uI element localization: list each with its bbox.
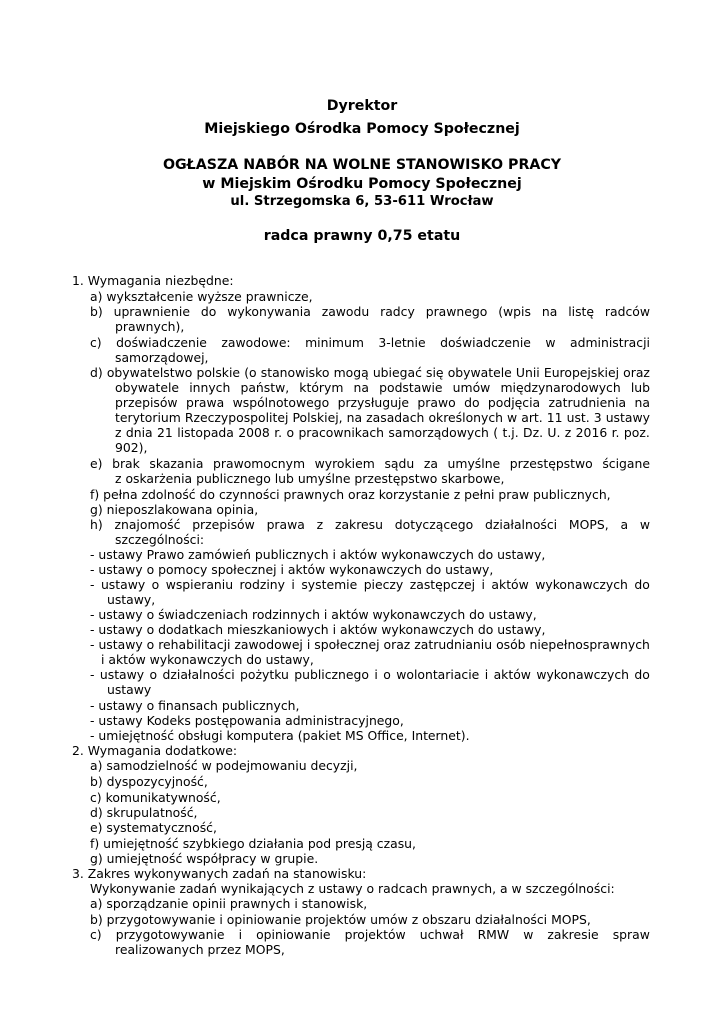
list-item: c) komunikatywność, (90, 790, 221, 805)
section-heading: 3. Zakres wykonywanych zadań na stanowisku: (72, 866, 367, 881)
header-location: w Miejskim Ośrodku Pomocy Społecznej (202, 176, 522, 192)
header-announcement: OGŁASZA NABÓR NA WOLNE STANOWISKO PRACY (162, 157, 562, 173)
list-item: e) systematyczność, (90, 820, 217, 835)
list-item: f) umiejętność szybkiego działania pod presją czasu, (90, 836, 416, 851)
list-item: d) obywatelstwo polskie (o stanowisko mogą ubiegać się obywatele Unii Europejskiej oraz (90, 365, 650, 380)
sub-list-item: - ustawy o świadczeniach rodzinnych i aktów wykonawczych do ustawy, (90, 607, 537, 622)
list-item: b) przygotowywanie i opiniowanie projektów umów z obszaru działalności MOPS, (90, 912, 591, 927)
list-item: e) brak skazania prawomocnym wyrokiem sądu za umyślne przestępstwo ścigane (90, 456, 650, 471)
sub-list-item: - ustawy o pomocy społecznej i aktów wykonawczych do ustawy, (90, 562, 494, 577)
list-item: c) przygotowywanie i opiniowanie projektów uchwał RMW w zakresie spraw (90, 927, 650, 942)
paragraph: Wykonywanie zadań wynikających z ustawy o radcach prawnych, a w szczególności: (90, 881, 615, 896)
sub-list-item-continuation: ustawy (107, 682, 152, 697)
list-item: a) wykształcenie wyższe prawnicze, (90, 289, 313, 304)
sub-list-item: - ustawy o dodatkach mieszkaniowych i aktów wykonawczych do ustawy, (90, 622, 546, 637)
sub-list-item-continuation: i aktów wykonawczych do ustawy, (101, 652, 314, 667)
section-heading: 2. Wymagania dodatkowe: (72, 743, 238, 758)
header-address: ul. Strzegomska 6, 53-611 Wrocław (230, 194, 494, 209)
sub-list-item-continuation: ustawy, (107, 592, 156, 607)
list-item: f) pełna zdolność do czynności prawnych oraz korzystanie z pełni praw publicznych, (90, 487, 611, 502)
list-item: a) sporządzanie opinii prawnych i stanowisk, (90, 896, 368, 911)
list-item: a) samodzielność w podejmowaniu decyzji, (90, 758, 358, 773)
list-item: b) dyspozycyjność, (90, 774, 208, 789)
list-item: h) znajomość przepisów prawa z zakresu dotyczącego działalności MOPS, a w (90, 517, 650, 532)
sub-list-item: - ustawy o rehabilitacji zawodowej i społecznej oraz zatrudnianiu osób niepełnosprawnych (90, 637, 650, 652)
sub-list-item: - ustawy o finansach publicznych, (90, 698, 300, 713)
list-item: d) skrupulatność, (90, 805, 198, 820)
sub-list-item: - ustawy o wspieraniu rodziny i systemie pieczy zastępczej i aktów wykonawczych do (90, 577, 650, 592)
list-item: b) uprawnienie do wykonywania zawodu radcy prawnego (wpis na listę radców (90, 304, 650, 319)
sub-list-item: - ustawy Prawo zamówień publicznych i aktów wykonawczych do ustawy, (90, 547, 546, 562)
sub-list-item: - ustawy o działalności pożytku publicznego i o wolontariacie i aktów wykonawczych do (90, 667, 650, 682)
sub-list-item: - ustawy Kodeks postępowania administracyjnego, (90, 713, 404, 728)
sub-list-item: - umiejętność obsługi komputera (pakiet MS Office, Internet). (90, 728, 470, 743)
list-item-continuation: terytorium Rzeczypospolitej Polskiej, na zasadach określonych w art. 11 ust. 3 ustawy (115, 410, 650, 425)
header-title-director: Dyrektor (326, 98, 398, 114)
list-item-continuation: obywatele innych państw, którym na podstawie umów międzynarodowych lub (115, 380, 650, 395)
section-heading: 1. Wymagania niezbędne: (72, 273, 234, 288)
list-item-continuation: przepisów prawa wspólnotowego przysługuje prawo do podjęcia zatrudnienia na (115, 395, 650, 410)
list-item-continuation: realizowanych przez MOPS, (115, 942, 285, 957)
list-item-continuation: szczególności: (115, 532, 205, 547)
list-item-continuation: prawnych), (115, 319, 185, 334)
list-item-continuation: samorządowej, (115, 350, 209, 365)
list-item-continuation: z oskarżenia publicznego lub umyślne przestępstwo skarbowe, (115, 471, 505, 486)
list-item-continuation: z dnia 21 listopada 2008 r. o pracownikach samorządowych ( t.j. Dz. U. z 2016 r. poz. (115, 425, 650, 440)
header-title-institution: Miejskiego Ośrodka Pomocy Społecznej (204, 121, 520, 137)
list-item: g) nieposzlakowana opinia, (90, 502, 259, 517)
list-item: c) doświadczenie zawodowe: minimum 3-letnie doświadczenie w administracji (90, 335, 650, 350)
header-position: radca prawny 0,75 etatu (263, 228, 461, 244)
list-item-continuation: 902), (115, 440, 148, 455)
list-item: g) umiejętność współpracy w grupie. (90, 851, 319, 866)
